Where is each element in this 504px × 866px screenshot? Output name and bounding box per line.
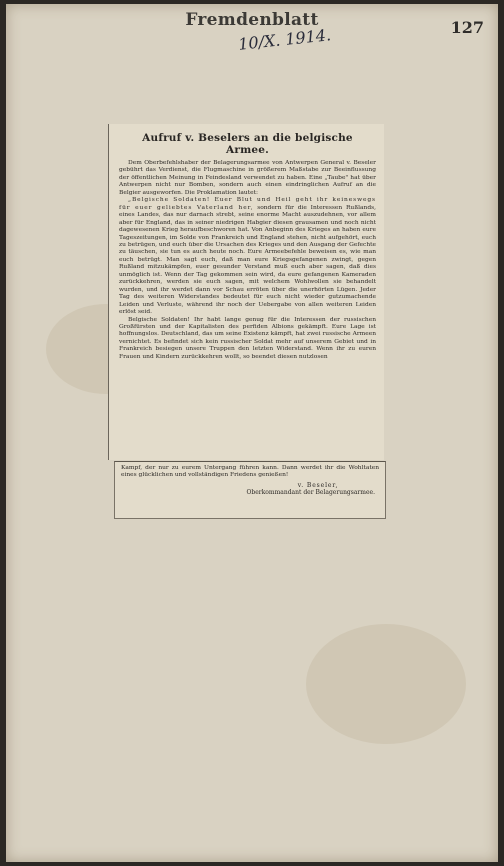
signature-title: Oberkommandant der Belagerungsarmee. [246,489,375,496]
spaced-emphasis: „Belgische Soldaten! Euer Blut und Heil geht ihr keineswegs für euer geliebtes Vaterland her, [119,197,376,211]
newspaper-masthead: Fremdenblatt [185,10,319,30]
continuation-text: Kampf, der nur zu eurem Untergang führen kann. Dann werdet ihr die Wohltaten eines glücklichen und vollständigen Friedens genießen! [121,465,379,479]
article-paragraph-2: Belgische Soldaten! Ihr habt lange genug für die Interessen der russischen Großfürsten und der Kapitalisten des perfiden Albions gekämpft. Eure Lage ist hoffnungslos. Deutschland, das um seine Existenz kämpft, hat zwei russische Armeen vernichtet. Es befindet sich kein russischer Soldat mehr auf unserem Gebiet und in Frankreich besiegen unsere Truppen den letzten Widerstand. Wenn ihr zu euren Frauen und Kindern zurückkehren wollt, so beendet diesen nutzlosen [119,316,376,360]
paragraph-1-text: sondern für die Interessen Rußlands, eines Landes, das nur darnach strebt, seine enorme Macht auszudehnen, vor allem aber für England, das in seiner niedrigen Habgier diesen grausamen und noch nicht dagewesenen Krieg heraufbeschworen hat. Von Anbeginn des Krieges an haben eure Tageszeitungen, im Solde von Frankreich und England stehen, nicht aufgehört, euch zu betrügen, und euch über die Ursachen des Krieges und den Ausgang der Gefechte zu täuschen, sie tun es auch heute noch. Eure Armeebefehle beweisen es, wie man euch betrügt. Man sagt euch, daß man eure Kriegsgefangenen zwingt, gegen Rußland mitzukämpfen, euer gesunder Verstand muß euch aber sagen, daß dies unmöglich ist. Wenn der Tag gekommen sein wird, da eure gefangenen Kameraden zurückkehren, werden sie euch sagen, mit welchem Wohlwollen sie behandelt wurden, und ihr werdet dann vor Schau erröten über die unerhörten Lügen. Jeder Tag des weiteren Widerstandes bedeutet für euch nicht wieder gutzumachende Leiden und Verluste, während ihr noch der Uebergabe von allen weiteren Leiden erlöst seid. [119,204,376,316]
paper-stain [306,624,466,744]
article-paragraph-1 [119,197,376,316]
signature-block [121,482,379,497]
newspaper-clipping [108,124,384,460]
handwritten-date: 10/X. 1914. [237,25,332,54]
archive-page [6,4,498,862]
signature-name: v. Beseler, [297,481,339,489]
page-number: 127 [450,18,484,37]
article-continuation [114,461,386,519]
article-title: Aufruf v. Beselers an die belgische Armee. [142,132,353,156]
article-intro: Dem Oberbefehlshaber der Belagerungsarmee von Antwerpen General v. Beseler gebührt das Verdienst, die Flugmaschine in größerem Maßstabe zur Beeinflussung der öffentlichen Meinung in Feindesland verwendet zu haben. Eine „Taube" hat über Antwerpen nicht nur Bomben, sondern auch einen eindringlichen Aufruf an die Belgier ausgeworfen. Die Proklamation lautet: [119,160,376,196]
